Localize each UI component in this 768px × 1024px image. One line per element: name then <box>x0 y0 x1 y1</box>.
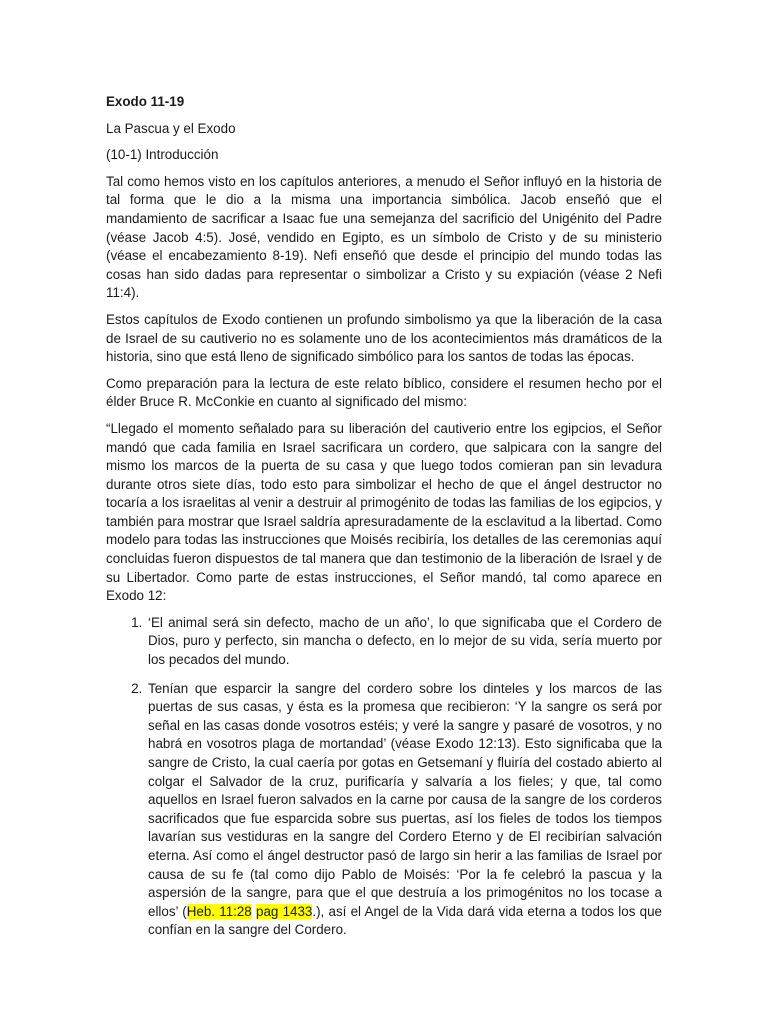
paragraph-quote: “Llegado el momento señalado para su liberación del cautiverio entre los egipcios, el Señor mandó que cada familia en Israel sacrificara un cordero, que salpicara con la sangre del mismo los marcos de la puerta de su casa y que luego todos comieran pan sin levadura durante otros siete días, todo esto para simbolizar el hecho de que el ángel destructor no tocaría a los israelitas al venir a destruir al primogénito de todas las familias de los egipcios, y también para mostrar que Israel saldría apresuradamente de la esclavitud a la libertad. Como modelo para todas las instrucciones que Moisés recibiría, los detalles de las ceremonias aquí concluidas fueron dispuestos de tal manera que dan testimonio de la liberación de Israel y de su Libertador. Como parte de estas instrucciones, el Señor mandó, tal como aparece en Exodo 12: <box>106 420 662 604</box>
list-item <box>146 680 662 940</box>
list-item-text-end: .), así el Angel de la Vida dará vida eterna a todos los que confían en la sangre del Cordero. <box>148 903 662 938</box>
highlighted-page: pag 1433 <box>256 903 313 919</box>
paragraph-intro: Tal como hemos visto en los capítulos anteriores, a menudo el Señor influyó en la historia de tal forma que le dio a la misma una importancia simbólica. Jacob enseñó que el mandamiento de sacrificar a Isaac fue una semejanza del sacrificio del Unigénito del Padre (véase Jacob 4:5). José, vendido en Egipto, es un símbolo de Cristo y de su ministerio (véase el encabezamiento 8-19). Nefi enseñó que desde el principio del mundo todas las cosas han sido dadas para representar o simbolizar a Cristo y su expiación (véase 2 Nefi 11:4). <box>106 173 662 301</box>
document-title: Exodo 11-19 <box>106 94 185 109</box>
paragraph-preparation: Como preparación para la lectura de este relato bíblico, considere el resumen hecho por el élder Bruce R. McConkie en cuanto al significado del mismo: <box>106 375 662 410</box>
list-item <box>146 614 662 670</box>
list-item-text: ‘El animal será sin defecto, macho de un año’, lo que significaba que el Cordero de Dios, puro y perfecto, sin mancha o defecto, en lo mejor de su vida, sería muerto por los pecados del mundo. <box>148 614 662 668</box>
numbered-list <box>106 614 662 940</box>
document-page <box>106 93 662 950</box>
paragraph-symbolism: Estos capítulos de Exodo contienen un profundo simbolismo ya que la liberación de la casa de Israel de su cautiverio no es solamente uno de los acontecimientos más dramáticos de la historia, sino que está lleno de significado simbólico para los santos de todas las épocas. <box>106 311 662 365</box>
highlighted-reference: Heb. 11:28 <box>186 903 252 919</box>
section-heading: (10-1) Introducción <box>106 147 219 163</box>
document-subtitle: La Pascua y el Exodo <box>106 120 236 136</box>
list-item-text: Tenían que esparcir la sangre del cordero sobre los dinteles y los marcos de las puertas de sus casas, y ésta es la promesa que recibieron: ‘Y la sangre os será por señal en las casas donde vosotros estéis; y veré la sangre y pasaré de vosotros, y no habrá en vosotros plaga de mortandad’ (véase Exodo 12:13). Esto significaba que la sangre de Cristo, la cual caería por gotas en Getsemaní y fluiría del costado abierto al colgar el Salvador de la cruz, purificaría y salvaría a los fieles; y que, tal como aquellos en Israel fueron salvados en la carne por causa de la sangre de los corderos sacrificados que fue esparcida sobre sus puertas, así los fieles de todos los tiempos lavarían sus vestiduras en la sangre del Cordero Eterno y de El recibirían salvación eterna. Así como el ángel destructor pasó de largo sin herir a las familias de Israel por causa de su fe (tal como dijo Pablo de Moisés: ‘Por la fe celebró la pascua y la aspersión de la sangre, para que el que destruía a los primogénitos no los tocase a ellos’ ( <box>148 680 662 919</box>
